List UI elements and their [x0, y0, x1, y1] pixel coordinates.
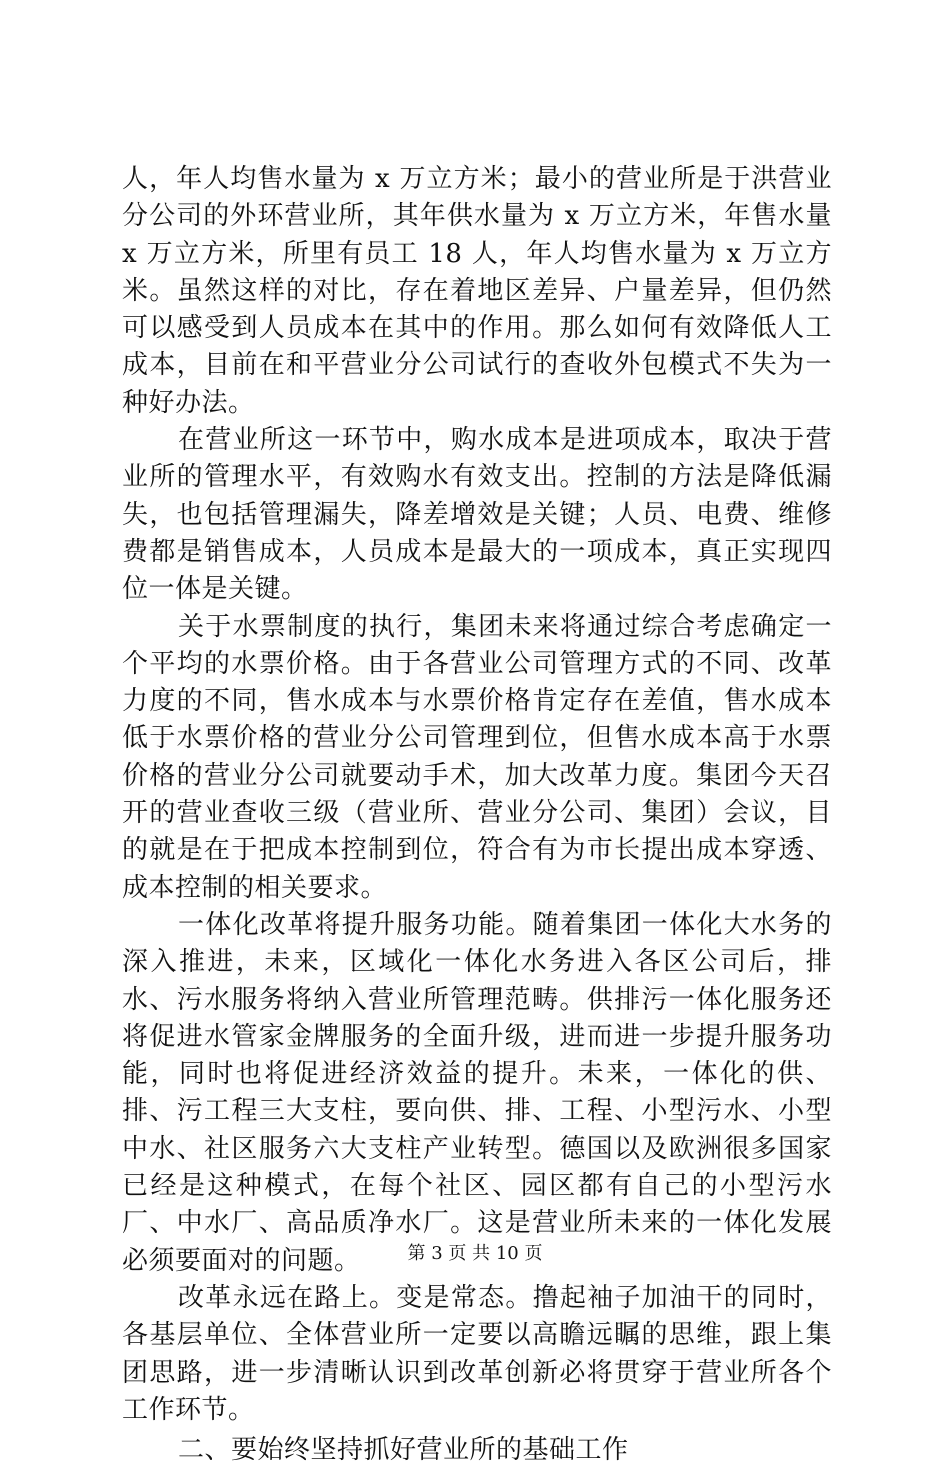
section-heading: 二、要始终坚持抓好营业所的基础工作: [178, 1435, 629, 1466]
body-paragraph-2: 在营业所这一环节中，购水成本是进项成本，取决于营业所的管理水平，有效购水有效支出。控制的方法是降低漏失，也包括管理漏失，降差增效是关键；人员、电费、维修费都是销售成本，人员成本是最大的一项成本，真正实现四位一体是关键。: [122, 425, 832, 605]
body-paragraph-1: 人，年人均售水量为 x 万立方米；最小的营业所是于洪营业分公司的外环营业所，其年供水量为 x 万立方米，年售水量 x 万立方米，所里有员工 18 人，年人均售水量为 x 万立方米。虽然这样的对比，存在着地区差异、户量差异，但仍然可以感受到人员成本在其中的作用。那么如何有效降低人工成本，目前在和平营业分公司试行的查收外包模式不失为一种好办法。: [122, 164, 832, 418]
body-paragraph-5: 改革永远在路上。变是常态。撸起袖子加油干的同时，各基层单位、全体营业所一定要以高瞻远瞩的思维，跟上集团思路，进一步清晰认识到改革创新必将贯穿于营业所各个工作环节。: [122, 1282, 832, 1425]
body-paragraph-4: 一体化改革将提升服务功能。随着集团一体化大水务的深入推进，未来，区域化一体化水务进入各区公司后，排水、污水服务将纳入营业所管理范畴。供排污一体化服务还将促进水管家金牌服务的全面升级，进而进一步提升服务功能，同时也将促进经济效益的提升。未来，一体化的供、排、污工程三大支柱，要向供、排、工程、小型污水、小型中水、社区服务六大支柱产业转型。德国以及欧洲很多国家已经是这种模式，在每个社区、园区都有自己的小型污水厂、中水厂、高品质净水厂。这是营业所未来的一体化发展必须要面对的问题。: [122, 909, 832, 1276]
body-paragraph-3: 关于水票制度的执行，集团未来将通过综合考虑确定一个平均的水票价格。由于各营业公司管理方式的不同、改革力度的不同，售水成本与水票价格肯定存在差值，售水成本低于水票价格的营业分公司管理到位，但售水成本高于水票价格的营业分公司就要动手术，加大改革力度。集团今天召开的营业查收三级（营业所、营业分公司、集团）会议，目的就是在于把成本控制到位，符合有为市长提出成本穿透、成本控制的相关要求。: [122, 611, 832, 903]
document-body: [122, 161, 832, 1469]
page-number-footer: 第 3 页 共 10 页: [407, 1243, 543, 1264]
